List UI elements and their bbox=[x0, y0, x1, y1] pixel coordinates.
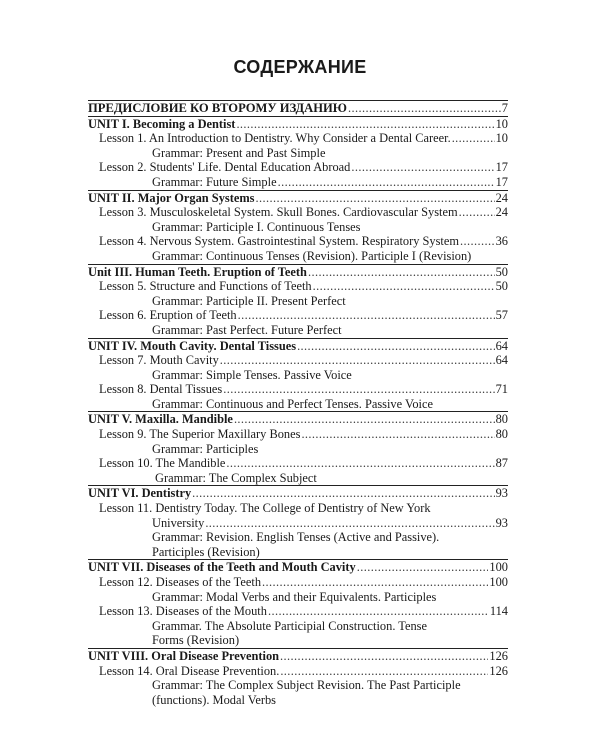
toc-lesson-entry bbox=[88, 131, 508, 146]
dot-leader bbox=[351, 160, 494, 175]
toc-grammar-entry bbox=[88, 545, 508, 560]
dot-leader bbox=[280, 649, 488, 664]
toc-page-number: 114 bbox=[489, 604, 508, 619]
toc-entry-title: Grammar: Past Perfect. Future Perfect bbox=[152, 322, 342, 337]
toc-unit-entry bbox=[88, 486, 508, 501]
toc-page-number: 64 bbox=[495, 338, 508, 353]
toc-entry-title: UNIT VIII. Oral Disease Prevention bbox=[88, 648, 280, 663]
toc-entry-title: Unit III. Human Teeth. Eruption of Teeth bbox=[88, 264, 307, 279]
toc-grammar-entry bbox=[88, 516, 508, 531]
toc-grammar-entry bbox=[88, 590, 508, 605]
toc-entry-title: Grammar: Participles bbox=[152, 441, 259, 456]
dot-leader bbox=[205, 516, 494, 531]
dot-leader bbox=[459, 205, 495, 220]
toc-grammar-entry bbox=[88, 220, 508, 235]
dot-leader bbox=[280, 664, 488, 679]
toc-grammar-entry bbox=[88, 693, 508, 708]
toc-entry-title: UNIT VII. Diseases of the Teeth and Mouth Cavity bbox=[88, 560, 356, 575]
toc-lesson-entry bbox=[88, 205, 508, 220]
toc-entry-title: Grammar: Revision. English Tenses (Active and Passive). bbox=[152, 530, 440, 545]
toc-lesson-entry bbox=[88, 501, 508, 516]
dot-leader bbox=[262, 575, 488, 590]
toc-grammar-entry bbox=[88, 146, 508, 161]
toc-entry-title: Grammar: Future Simple bbox=[152, 174, 277, 189]
toc-page-number: 10 bbox=[495, 131, 508, 146]
toc-lesson-entry bbox=[88, 575, 508, 590]
toc-entry-title: University bbox=[152, 515, 205, 530]
dot-leader bbox=[460, 234, 495, 249]
toc-entry-title: Lesson 6. Eruption of Teeth bbox=[99, 308, 237, 323]
dot-leader bbox=[255, 191, 494, 206]
toc-unit-entry bbox=[88, 649, 508, 664]
toc-entry-title: Grammar: Continuous Tenses (Revision). Participle I (Revision) bbox=[152, 248, 472, 263]
dot-leader bbox=[308, 265, 495, 280]
toc-entry-title: ПРЕДИСЛОВИЕ КО ВТОРОМУ ИЗДАНИЮ bbox=[88, 101, 347, 115]
dot-leader bbox=[301, 427, 494, 442]
toc-entry-title: UNIT VI. Dentistry bbox=[88, 486, 192, 501]
page-title: СОДЕРЖАНИЕ bbox=[233, 57, 367, 77]
toc-page-number: 17 bbox=[495, 174, 508, 189]
toc-page-number: 57 bbox=[495, 308, 508, 323]
dot-leader bbox=[452, 131, 495, 146]
toc-grammar-entry bbox=[88, 530, 508, 545]
toc-grammar-entry bbox=[88, 175, 508, 190]
toc-page-number: 24 bbox=[495, 190, 508, 205]
toc-page-number: 7 bbox=[501, 101, 508, 115]
toc-grammar-entry bbox=[88, 249, 508, 264]
toc-unit-entry bbox=[88, 412, 508, 427]
toc-lesson-entry bbox=[88, 664, 508, 679]
dot-leader bbox=[268, 604, 489, 619]
toc-entry-title: Participles (Revision) bbox=[152, 544, 260, 559]
toc-entry-title: Lesson 11. Dentistry Today. The College of Dentistry of New York bbox=[99, 501, 431, 516]
dot-leader bbox=[234, 412, 495, 427]
toc-lesson-entry bbox=[88, 234, 508, 249]
toc-entry-title: Lesson 1. An Introduction to Dentistry. Why Consider a Dental Career. bbox=[99, 131, 451, 146]
toc-page-number: 126 bbox=[489, 648, 508, 663]
toc-page-number: 10 bbox=[495, 116, 508, 131]
dot-leader bbox=[278, 175, 495, 190]
toc-lesson-entry bbox=[88, 353, 508, 368]
toc-unit-entry bbox=[88, 560, 508, 575]
toc-lesson-entry bbox=[88, 308, 508, 323]
toc-page-number: 17 bbox=[495, 160, 508, 175]
toc-unit-entry bbox=[88, 117, 508, 132]
toc-lesson-entry bbox=[88, 427, 508, 442]
toc-page-number: 100 bbox=[489, 560, 508, 575]
toc-entry-title: Lesson 5. Structure and Functions of Teeth bbox=[99, 279, 312, 294]
dot-leader bbox=[357, 560, 489, 575]
toc-entry-title: Lesson 12. Diseases of the Teeth bbox=[99, 575, 262, 589]
toc-entry-title: UNIT V. Maxilla. Mandible bbox=[88, 412, 233, 427]
toc-grammar-entry bbox=[88, 442, 508, 457]
toc-page-number: 93 bbox=[495, 515, 508, 530]
toc-page-number: 50 bbox=[495, 264, 508, 279]
toc-grammar-entry bbox=[88, 678, 508, 693]
table-of-contents bbox=[88, 100, 508, 707]
toc-page-number: 100 bbox=[489, 575, 508, 589]
toc-entry-title: Lesson 3. Musculoskeletal System. Skull Bones. Cardiovascular System bbox=[99, 205, 458, 220]
toc-unit-entry bbox=[88, 339, 508, 354]
toc-page-number: 87 bbox=[495, 456, 508, 471]
toc-entry-title: Grammar: The Complex Subject Revision. The Past Participle bbox=[152, 678, 461, 693]
dot-leader bbox=[348, 101, 501, 116]
toc-entry-title: UNIT IV. Mouth Cavity. Dental Tissues bbox=[88, 338, 297, 353]
toc-entry-title: Lesson 14. Oral Disease Prevention. bbox=[99, 663, 280, 678]
toc-entry-title: Grammar: Participle I. Continuous Tenses bbox=[152, 219, 361, 234]
toc-grammar-entry bbox=[88, 294, 508, 309]
toc-grammar-entry bbox=[88, 619, 508, 634]
dot-leader bbox=[313, 279, 495, 294]
toc-page-number: 24 bbox=[495, 205, 508, 220]
toc-grammar-entry bbox=[88, 368, 508, 383]
toc-entry-title: Grammar: Present and Past Simple bbox=[152, 145, 326, 160]
toc-entry-title: Lesson 7. Mouth Cavity bbox=[99, 353, 219, 368]
toc-page-number: 50 bbox=[495, 279, 508, 294]
toc-entry-title: (functions). Modal Verbs bbox=[152, 692, 277, 707]
toc-entry-title: UNIT II. Major Organ Systems bbox=[88, 190, 255, 205]
toc-entry-title: Grammar: Continuous and Perfect Tenses. Passive Voice bbox=[152, 396, 433, 411]
dot-leader bbox=[223, 382, 494, 397]
toc-page-number: 36 bbox=[495, 234, 508, 249]
toc-lesson-entry bbox=[88, 604, 508, 619]
toc-page-number: 80 bbox=[495, 427, 508, 442]
toc-unit-entry bbox=[88, 191, 508, 206]
toc-entry-title: Lesson 13. Diseases of the Mouth bbox=[99, 604, 267, 619]
dot-leader bbox=[226, 456, 494, 471]
toc-entry-title: Lesson 4. Nervous System. Gastrointestinal System. Respiratory System bbox=[99, 234, 459, 249]
toc-grammar-entry bbox=[88, 471, 508, 486]
dot-leader bbox=[236, 117, 494, 132]
toc-grammar-entry bbox=[88, 397, 508, 412]
toc-page-number: 80 bbox=[495, 412, 508, 427]
toc-entry-title: Grammar: The Complex Subject bbox=[155, 470, 317, 485]
dot-leader bbox=[192, 486, 494, 501]
toc-lesson-entry bbox=[88, 160, 508, 175]
toc-entry-title: Forms (Revision) bbox=[152, 633, 240, 648]
toc-entry-title: Grammar: Participle II. Present Perfect bbox=[152, 293, 346, 308]
toc-page-number: 64 bbox=[495, 353, 508, 368]
dot-leader bbox=[238, 308, 495, 323]
toc-grammar-entry bbox=[88, 633, 508, 648]
toc-entry-title: Lesson 9. The Superior Maxillary Bones bbox=[99, 427, 301, 442]
toc-page-number: 93 bbox=[495, 486, 508, 501]
toc-lesson-entry bbox=[88, 456, 508, 471]
toc-entry-title: Grammar: Simple Tenses. Passive Voice bbox=[152, 367, 352, 382]
dot-leader bbox=[220, 353, 495, 368]
toc-entry-title: Grammar: Modal Verbs and their Equivalents. Participles bbox=[152, 589, 437, 604]
toc-lesson-entry bbox=[88, 279, 508, 294]
toc-page-number: 71 bbox=[495, 382, 508, 397]
toc-grammar-entry bbox=[88, 323, 508, 338]
toc-entry-title: Lesson 8. Dental Tissues bbox=[99, 382, 223, 397]
toc-unit-entry bbox=[88, 265, 508, 280]
toc-entry-title: Lesson 2. Students' Life. Dental Education Abroad bbox=[99, 160, 351, 175]
toc-lesson-entry bbox=[88, 382, 508, 397]
toc-entry-title: Grammar. The Absolute Participial Construction. Tense bbox=[152, 618, 428, 633]
dot-leader bbox=[297, 339, 495, 354]
toc-entry-title: UNIT I. Becoming a Dentist bbox=[88, 116, 236, 131]
toc-page-number: 126 bbox=[489, 663, 508, 678]
toc-preface-entry bbox=[88, 101, 508, 116]
toc-entry-title: Lesson 10. The Mandible bbox=[99, 456, 226, 471]
